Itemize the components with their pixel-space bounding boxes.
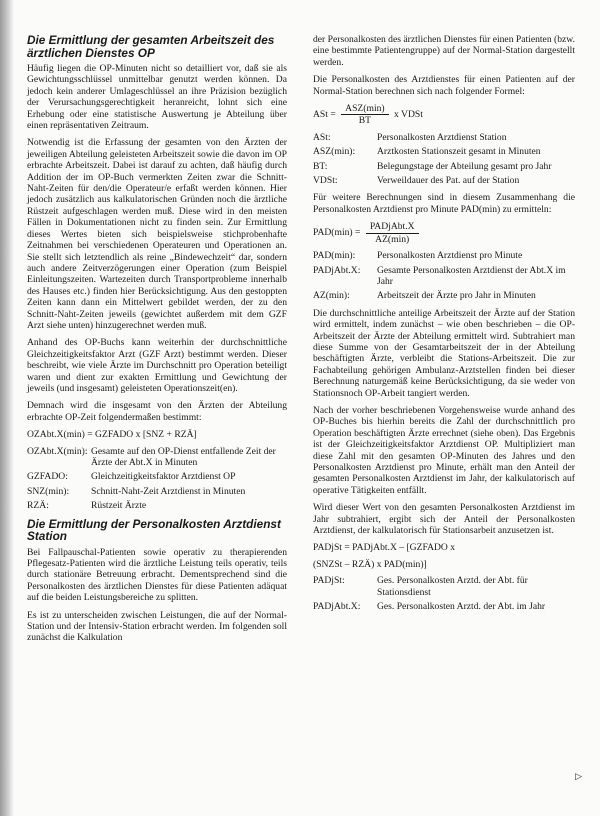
definition-term: GZFADO: [27,471,68,483]
definition-desc: Personalkosten Arztdienst Station [377,131,507,143]
formula-lhs: PAD(min) = [313,227,361,239]
paragraph: Die durchschnittliche anteilige Arbeitszeit der Ärzte auf der Station wird ermittelt, indem zunächst – wie oben beschrieben – die OP-Arbeitszeit der Ärzte der Abteilung ermittelt wird. Subtrahiert man diese Summe von der Gesamtarbeitszeit der in der Abteilung beschäftigten Ärzte, verbleibt die Stations-Arbeitszeit. Die zur Fachabteilung gehörigen Ambulanz-Arztstellen finden bei dieser Berechnung naturgemäß keine Berücksichtigung, da sie weder von Stationsnoch OP-Arbeit tangiert werden. [313,307,575,399]
formula-fraction [341,103,388,127]
definition-desc: Verweildauer des Pat. auf der Station [377,175,520,187]
formula-lhs: ASt = [313,109,336,121]
definition-term: PAD(min): [313,250,356,262]
definition-desc: Gesamte auf den OP-Dienst entfallende Zeit der Ärzte der Abt.X in Minuten [91,445,276,468]
definition-desc: Ges. Personalkosten Arztd. der Abt. im Jahr [377,601,546,613]
definition-term: AZ(min): [313,290,350,302]
definition-term: BT: [313,160,328,172]
paragraph: Notwendig ist die Erfassung der gesamten von den Ärzten der jeweiligen Abteilung geleisteten Arbeitszeit sowie die davon im OP erbrachte Arbeitszeit. Dabei ist darauf zu achten, daß häufig durch Addition der im OP-Buch vermerkten Zeiten zwar die Schnitt-Naht-Zeiten für den/die Operateur/e erfaßt werden können. Hier jedoch zusätzlich aus kalkulatorischen Gründen noch die ärztliche Rüstzeit aufgeschlagen werden muß. Diese wird in den meisten Fällen in Dokumentationen nicht zu finden sein. Zur Ermittlung dieses Wertes bieten sich beispielsweise stichprobenhafte Zeitnahmen bei verschiedenen Operateuren und Operationen an. Sie stellt sich letztendlich als reine „Bindewechzeit“ dar, sondern auch andere Zeitverzögerungen einer Operation (zum Beispiel Einleitungszeiten. Wartezeiten durch Transportprobleme innerhalb des Hauses etc.) finden hier Berücksichtigung. Aus den gestoppten Zeiten kann dann ein Mittelwert gebildet werden, der zu den Schnitt-Naht-Zeiten jeweils (gewichtet außerdem mit dem GZF Arzt siehe unten) hinzugerechnet werden muß. [27,137,287,331]
fraction-denominator: BT [358,115,372,127]
definition-term: ASt: [313,131,331,143]
definition-term: RZÄ: [27,500,49,512]
continue-arrow-icon: ▷ [575,771,582,781]
paragraph: Bei Fallpauschal-Patienten sowie operativ zu therapierenden Pflegesatz-Patienten wird die ärztliche Leistung teils operativ, teils durch stationäre Betreuung erbracht. Dementsprechend sind die Personalkosten des ärztlichen Dienstes für diese Patienten adäquat auf die beiden Leistungsbereiche zu splitten. [27,546,287,604]
definition-term: PADjAbt.X: [313,601,361,613]
definition-desc: Belegungstage der Abteilung gesamt pro Jahr [377,160,552,172]
definition-list-op [27,446,287,512]
definition-list-station [313,132,575,187]
definition-desc: Personalkosten Arztdienst pro Minute [377,250,523,262]
paragraph: Nach der vorher beschriebenen Vorgehensweise wurde anhand des OP-Buches bis hierhin bereits die Zahl der durchschnittlich pro Operation beschäftigten Ärzte errechnet (siehe oben). Das Ergebnis ist der Gleichzeitigkeitsfaktor Arztdienst OP. Multipliziert man diese Zahl mit den gesamten OP-Minuten des Jahres und den Personalkosten Arztdienst pro Minute, erhält man den Anteil der gesamten Personalkosten Arztdienst im Jahr, der kalkulatorisch auf operative Tätigkeiten entfällt. [313,404,575,496]
right-column [313,34,575,618]
definition-desc: Rüstzeit Ärzte [91,500,147,512]
definition-term: PADjSt: [313,575,345,587]
paragraph: Demnach wird die insgesamt von den Ärzten der Abteilung erbrachte OP-Zeit folgendermaßen bestimmt: [27,400,287,423]
section-heading-arbeitszeit: Die Ermittlung der gesamten Arbeitszeit des ärztlichen Dienstes OP [27,33,275,60]
definition-list-pad-station [313,575,575,612]
paragraph: der Personalkosten des ärztlichen Dienstes für einen Patienten (bzw. eine bestimmte Patientengruppe) auf der Normal-Station dargestellt werden. [313,34,575,68]
definition-desc: Gesamte Personalkosten Arztdienst der Abt.X im Jahr [377,264,566,287]
scan-binding-shadow [0,0,14,816]
definition-term: ASZ(min): [313,146,356,158]
formula-pad-station-line2: (SNZSt – RZÄ) x PAD(min)] [313,558,427,570]
section-heading-personalkosten: Die Ermittlung der Personalkosten Arztdienst Station [27,516,281,544]
definition-list-pad [313,250,575,302]
paragraph: Es ist zu unterscheiden zwischen Leistungen, die auf der Normal-Station und der Intensiv-Station erbracht werden. Im folgenden soll zunächst die Kalkulation [27,609,287,644]
formula-fraction [366,221,419,245]
paragraph: Die Personalkosten des Arztdienstes für einen Patienten auf der Normal-Station berechnen sich nach folgender Formel: [313,74,575,97]
paragraph: Für weitere Berechnungen sind in diesem Zusammenhang die Personalkosten Arztdienst pro Minute PAD(min) zu ermitteln: [313,192,575,215]
formula-station [313,103,575,127]
definition-term: VDSt: [313,175,338,187]
formula-pad-min [313,221,575,245]
fraction-denominator: AZ(min) [375,233,410,245]
left-column [27,34,287,650]
fraction-numerator: ASZ(min) [341,103,388,115]
formula-pad-station-line1: PADjSt = PADjAbt.X – [GZFADO x [313,542,456,554]
definition-desc: Arbeitszeit der Ärzte pro Jahr in Minuten [377,290,536,302]
paragraph: Wird dieser Wert von den gesamten Personalkosten Arztdienst im Jahr subtrahiert, ergibt sich der Anteil der Personalkosten Arztdienst, der kalkulatorisch für Stationsarbeit anzusetzen ist. [313,502,575,537]
paragraph: Häufig liegen die OP-Minuten nicht so detailliert vor, daß sie als Gewichtungsschlüssel unmittelbar genutzt werden können. Da jedoch kein anderer Umlageschlüssel an ihre Präzision bezüglich der Verursachungsgerechtigkeit heranreicht, lohnt sich eine Erhebung oder eine statistische Auswertung je Abteilung über einen repräsentativen Zeitraum. [27,63,287,132]
paragraph: Anhand des OP-Buchs kann weiterhin der durchschnittliche Gleichzeitigkeitsfaktor Arzt (GZF Arzt) bestimmt werden. Dieser beschreibt, wie viele Ärzte im Durchschnitt pro Operation beteiligt waren und dient zur exakten Ermittlung und Gewichtung der jeweils (und insgesamt) geleisteten Operationszeit(en). [27,337,287,394]
fraction-numerator: PADjAbt.X [366,221,419,233]
definition-desc: Arztkosten Stationszeit gesamt in Minuten [377,146,541,158]
definition-term: PADjAbt.X: [313,264,361,276]
definition-desc: Ges. Personalkosten Arztd. der Abt. für Stationsdienst [377,575,528,598]
formula-op-zeit: OZAbt.X(min) = GZFADO x [SNZ + RZÄ] [27,429,197,441]
definition-desc: Gleichzeitigkeitsfaktor Arztdienst OP [91,471,236,483]
formula-rhs: x VDSt [394,109,423,121]
definition-term: OZAbt.X(min): [27,445,88,457]
definition-desc: Schnitt-Naht-Zeit Arztdienst in Minuten [91,485,246,497]
definition-term: SNZ(min): [27,485,70,497]
